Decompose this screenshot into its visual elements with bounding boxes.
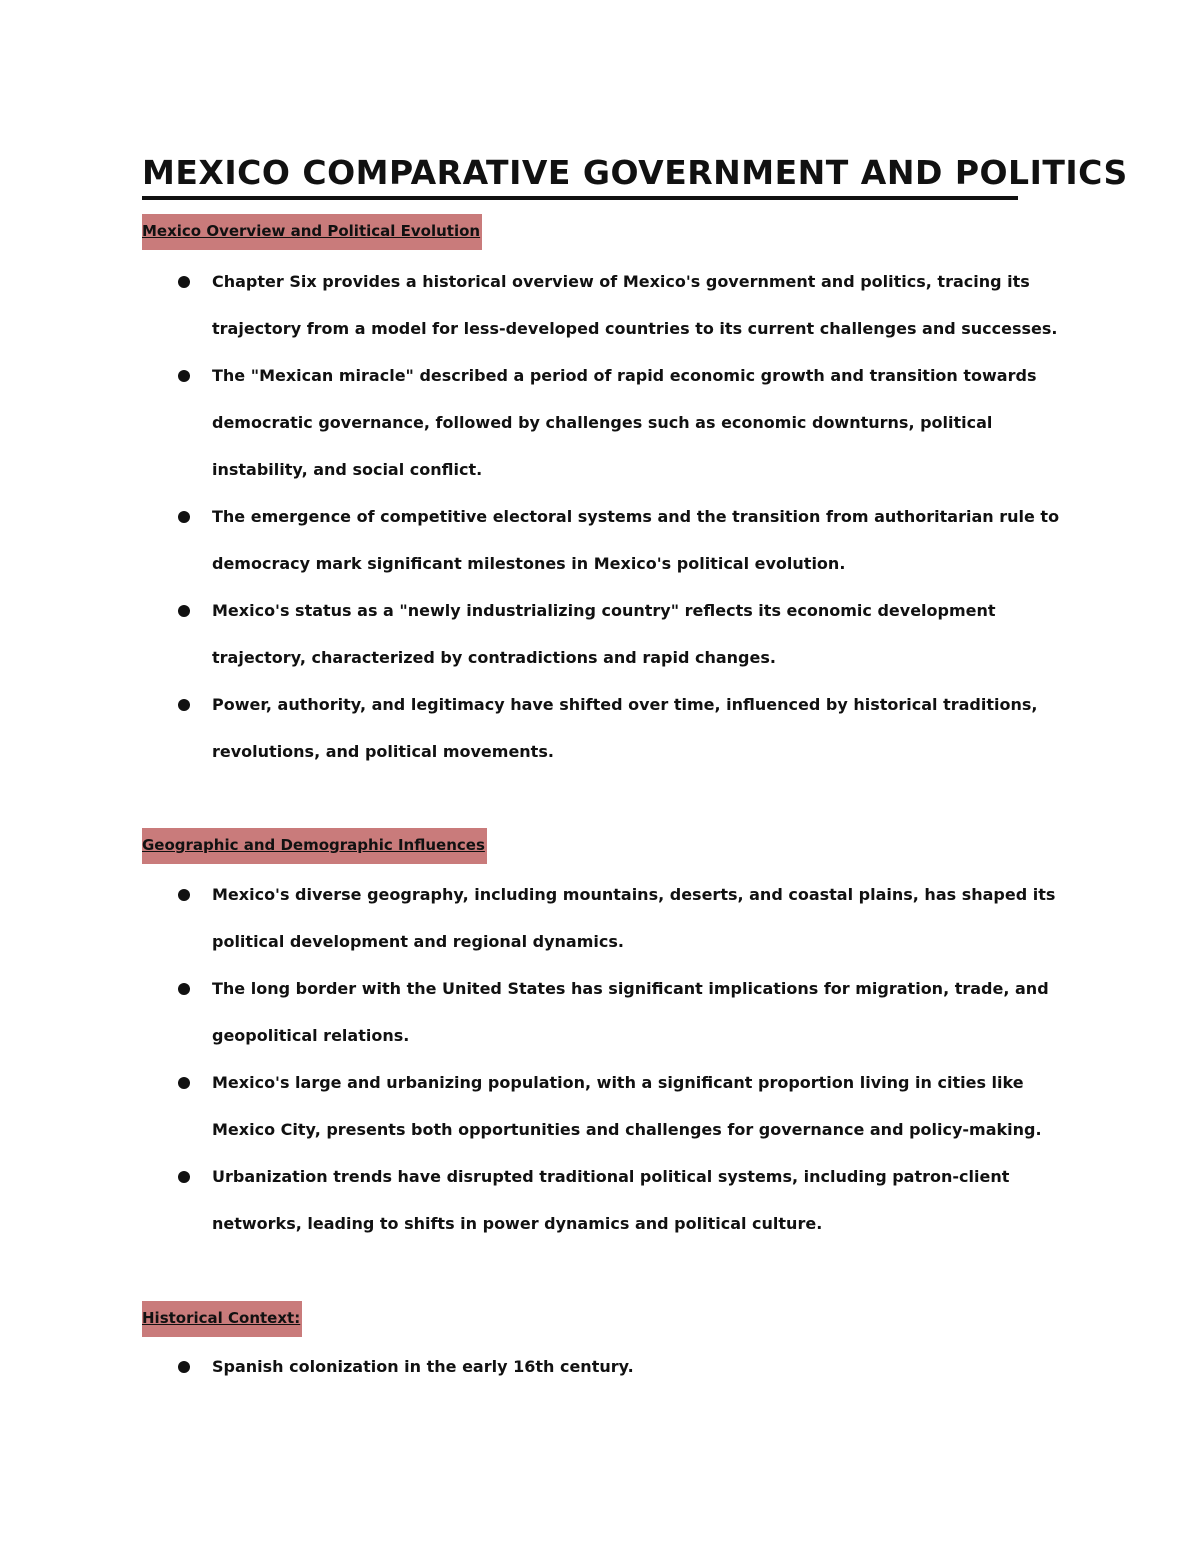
bullet-text: The long border with the United States has significant implications for migration, trade, and geopolitical relations.: [212, 979, 1049, 1045]
bullet-icon: [178, 605, 190, 617]
bullet-text: The emergence of competitive electoral systems and the transition from authoritarian rule to democracy mark significant milestones in Mexico's political evolution.: [212, 507, 1060, 573]
bullet-icon: [178, 889, 190, 901]
bullet-list-historical: [142, 1343, 1072, 1390]
bullet-icon: [178, 276, 190, 288]
bullet-text: Spanish colonization in the early 16th century.: [212, 1357, 634, 1376]
list-item: [142, 681, 1072, 775]
bullet-list-geographic: [142, 871, 1072, 1247]
bullet-text: The "Mexican miracle" described a period of rapid economic growth and transition towards democratic governance, followed by challenges such as economic downturns, political instability, and social conflict.: [212, 366, 1037, 479]
bullet-icon: [178, 1077, 190, 1089]
list-item: [142, 587, 1072, 681]
list-item: [142, 258, 1072, 352]
list-item: [142, 1059, 1072, 1153]
bullet-text: Mexico's status as a "newly industrializing country" reflects its economic development trajectory, characterized by contradictions and rapid changes.: [212, 601, 996, 667]
bullet-icon: [178, 370, 190, 382]
bullet-text: Power, authority, and legitimacy have shifted over time, influenced by historical traditions, revolutions, and political movements.: [212, 695, 1038, 761]
document-title: MEXICO COMPARATIVE GOVERNMENT AND POLITICS: [142, 150, 1018, 200]
bullet-text: Chapter Six provides a historical overview of Mexico's government and politics, tracing its trajectory from a model for less-developed countries to its current challenges and successes.: [212, 272, 1058, 338]
list-item: [142, 1153, 1072, 1247]
list-item: [142, 352, 1072, 493]
bullet-icon: [178, 699, 190, 711]
section-heading-overview: Mexico Overview and Political Evolution: [142, 214, 482, 250]
bullet-icon: [178, 511, 190, 523]
bullet-icon: [178, 1361, 190, 1373]
list-item: [142, 871, 1072, 965]
bullet-text: Urbanization trends have disrupted traditional political systems, including patron-client networks, leading to shifts in power dynamics and political culture.: [212, 1167, 1010, 1233]
list-item: [142, 493, 1072, 587]
bullet-icon: [178, 983, 190, 995]
bullet-text: Mexico's diverse geography, including mountains, deserts, and coastal plains, has shaped its political development and regional dynamics.: [212, 885, 1056, 951]
section-heading-historical: Historical Context:: [142, 1301, 302, 1337]
list-item: [142, 1343, 1072, 1390]
list-item: [142, 965, 1072, 1059]
bullet-text: Mexico's large and urbanizing population, with a significant proportion living in cities like Mexico City, presents both opportunities and challenges for governance and policy-making.: [212, 1073, 1042, 1139]
section-heading-geographic: Geographic and Demographic Influences: [142, 828, 487, 864]
bullet-icon: [178, 1171, 190, 1183]
bullet-list-overview: [142, 258, 1072, 775]
